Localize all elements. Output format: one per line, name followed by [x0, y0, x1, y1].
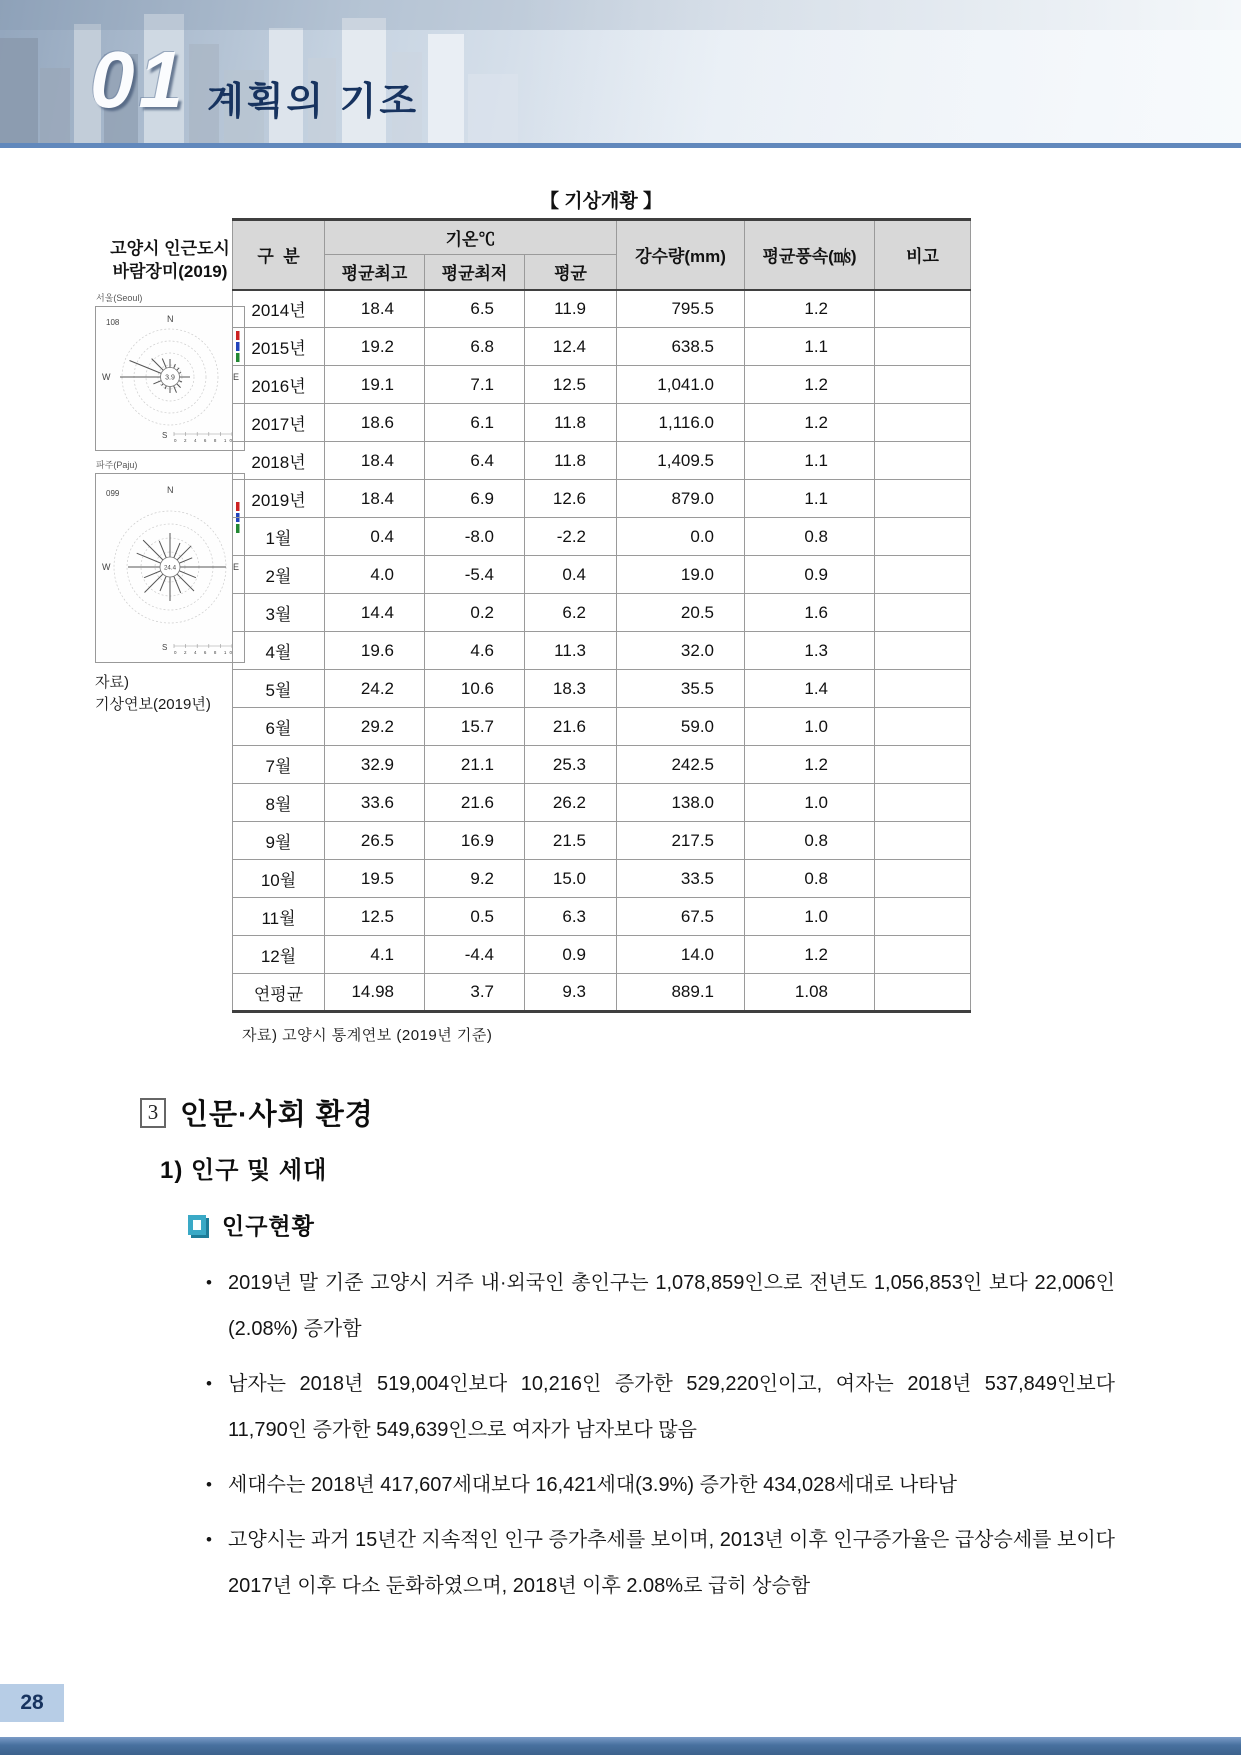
table-cell-temp-min: -8.0 — [425, 518, 525, 556]
chapter-banner — [0, 0, 1241, 148]
table-cell-temp-avg: 25.3 — [525, 746, 617, 784]
table-cell-label: 12월 — [233, 936, 325, 974]
table-cell-temp-max: 26.5 — [325, 822, 425, 860]
table-cell-temp-max: 4.0 — [325, 556, 425, 594]
weather-table-body — [233, 290, 971, 1012]
table-cell-label: 연평균 — [233, 974, 325, 1012]
table-cell-note — [875, 936, 971, 974]
table-cell-note — [875, 898, 971, 936]
table-title: 【 기상개황 】 — [540, 191, 662, 212]
col-header-precipitation: 강수량(mm) — [617, 220, 745, 290]
table-cell-temp-max: 19.6 — [325, 632, 425, 670]
table-cell-precipitation: 35.5 — [617, 670, 745, 708]
table-row — [233, 594, 971, 632]
section-heading — [140, 1092, 374, 1133]
table-cell-label: 3월 — [233, 594, 325, 632]
table-row — [233, 936, 971, 974]
chapter-title: 계획의 기조 — [207, 81, 420, 123]
table-cell-label: 10월 — [233, 860, 325, 898]
table-cell-wind-speed: 1.6 — [745, 594, 875, 632]
table-cell-note — [875, 328, 971, 366]
table-cell-precipitation: 14.0 — [617, 936, 745, 974]
table-cell-temp-max: 18.4 — [325, 480, 425, 518]
table-cell-temp-avg: 11.3 — [525, 632, 617, 670]
table-cell-temp-min: -4.4 — [425, 936, 525, 974]
windrose-chart-seoul — [95, 306, 245, 451]
table-cell-label: 6월 — [233, 708, 325, 746]
table-cell-wind-speed: 1.1 — [745, 442, 875, 480]
bullet-marker: • — [206, 1475, 212, 1494]
table-cell-wind-speed: 1.1 — [745, 480, 875, 518]
table-row — [233, 822, 971, 860]
table-row — [233, 670, 971, 708]
sidebar-title-line2: 바람장미(2019) — [112, 261, 228, 281]
table-cell-temp-avg: 6.3 — [525, 898, 617, 936]
compass-n: N — [167, 484, 174, 495]
table-cell-temp-min: 3.7 — [425, 974, 525, 1012]
table-cell-temp-min: 21.1 — [425, 746, 525, 784]
table-cell-temp-avg: 12.6 — [525, 480, 617, 518]
table-row — [233, 442, 971, 480]
table-cell-temp-min: 10.6 — [425, 670, 525, 708]
table-cell-precipitation: 32.0 — [617, 632, 745, 670]
table-cell-temp-avg: 11.9 — [525, 290, 617, 328]
table-cell-precipitation: 20.5 — [617, 594, 745, 632]
table-cell-temp-avg: 12.5 — [525, 366, 617, 404]
table-cell-note — [875, 822, 971, 860]
table-cell-temp-min: 7.1 — [425, 366, 525, 404]
subsection-title: 1) 인구 및 세대 — [160, 1157, 328, 1184]
table-row — [233, 746, 971, 784]
table-cell-temp-avg: 9.3 — [525, 974, 617, 1012]
table-cell-precipitation: 59.0 — [617, 708, 745, 746]
col-header-category: 구 분 — [233, 220, 325, 290]
compass-e: E — [233, 561, 240, 572]
table-cell-temp-min: 6.5 — [425, 290, 525, 328]
table-cell-precipitation: 33.5 — [617, 860, 745, 898]
table-cell-note — [875, 974, 971, 1012]
table-cell-label: 2016년 — [233, 366, 325, 404]
table-cell-temp-avg: 26.2 — [525, 784, 617, 822]
windrose-label-paju: 파주(Paju) — [96, 459, 138, 470]
windrose-label-seoul: 서울(Seoul) — [96, 292, 143, 303]
table-cell-wind-speed: 1.2 — [745, 404, 875, 442]
square-bullet-icon — [188, 1215, 206, 1235]
bullet-text: 세대수는 2018년 417,607세대보다 16,421세대(3.9%) 증가한 434,028세대로 나타남 — [228, 1474, 957, 1496]
table-cell-label: 11월 — [233, 898, 325, 936]
windrose-center-value: 24.4 — [163, 564, 177, 572]
table-cell-wind-speed: 1.4 — [745, 670, 875, 708]
table-cell-temp-max: 14.98 — [325, 974, 425, 1012]
table-cell-precipitation: 1,409.5 — [617, 442, 745, 480]
sidebar-title — [95, 238, 245, 284]
bullet-marker: • — [206, 1273, 212, 1292]
table-row — [233, 556, 971, 594]
table-cell-wind-speed: 1.2 — [745, 746, 875, 784]
bullet-text: 남자는 2018년 519,004인보다 10,216인 증가한 529,220인이고, 여자는 2018년 537,849인보다 11,790인 증가한 549,639인으로 여자가 남자보다 많음 — [228, 1373, 1115, 1441]
table-row — [233, 518, 971, 556]
table-cell-wind-speed: 1.2 — [745, 936, 875, 974]
windrose-scale: 0 2 4 6 8 10 — [174, 437, 232, 443]
table-cell-note — [875, 366, 971, 404]
table-cell-temp-max: 19.5 — [325, 860, 425, 898]
table-cell-note — [875, 632, 971, 670]
table-cell-wind-speed: 0.9 — [745, 556, 875, 594]
table-cell-temp-max: 18.4 — [325, 290, 425, 328]
block-heading — [188, 1208, 315, 1241]
table-row — [233, 290, 971, 328]
table-cell-temp-avg: 21.5 — [525, 822, 617, 860]
table-cell-wind-speed: 1.0 — [745, 898, 875, 936]
table-row — [233, 860, 971, 898]
table-cell-temp-max: 0.4 — [325, 518, 425, 556]
windrose-scale: 0 2 4 6 8 10 — [174, 649, 232, 655]
table-cell-temp-min: 0.5 — [425, 898, 525, 936]
table-cell-note — [875, 670, 971, 708]
table-cell-wind-speed: 1.0 — [745, 784, 875, 822]
bullet-text: 2019년 말 기준 고양시 거주 내·외국인 총인구는 1,078,859인으로 전년도 1,056,853인 보다 22,006인(2.08%) 증가함 — [228, 1272, 1115, 1340]
station-code: 099 — [106, 488, 120, 498]
table-cell-label: 1월 — [233, 518, 325, 556]
table-cell-precipitation: 1,116.0 — [617, 404, 745, 442]
table-cell-note — [875, 290, 971, 328]
table-cell-wind-speed: 1.2 — [745, 366, 875, 404]
table-cell-temp-avg: 6.2 — [525, 594, 617, 632]
table-cell-note — [875, 860, 971, 898]
bullet-item — [203, 1517, 1115, 1609]
table-cell-label: 2월 — [233, 556, 325, 594]
weather-table — [232, 218, 971, 1013]
table-row — [233, 328, 971, 366]
chapter-number: 01 — [90, 35, 187, 124]
section-number-box: 3 — [140, 1098, 166, 1128]
table-cell-note — [875, 708, 971, 746]
table-cell-temp-avg: -2.2 — [525, 518, 617, 556]
table-cell-precipitation: 795.5 — [617, 290, 745, 328]
compass-s: S — [162, 642, 168, 652]
table-row — [233, 974, 971, 1012]
table-cell-note — [875, 594, 971, 632]
compass-s: S — [162, 430, 168, 440]
table-cell-temp-max: 18.6 — [325, 404, 425, 442]
table-cell-note — [875, 404, 971, 442]
table-cell-precipitation: 217.5 — [617, 822, 745, 860]
col-header-temp-min: 평균최저 — [425, 255, 525, 290]
windrose-center-value: 3.9 — [165, 374, 175, 382]
bullet-list — [203, 1260, 1115, 1618]
table-cell-wind-speed: 1.3 — [745, 632, 875, 670]
col-header-temp-avg: 평균 — [525, 255, 617, 290]
sidebar-source-line2: 기상연보(2019년) — [95, 695, 211, 713]
table-cell-temp-avg: 18.3 — [525, 670, 617, 708]
bullet-text: 고양시는 과거 15년간 지속적인 인구 증가추세를 보이며, 2013년 이후 인구증가율은 급상승세를 보이다 2017년 이후 다소 둔화하였으며, 2018년 이후 2.08%로 급히 상승함 — [228, 1529, 1115, 1597]
table-cell-temp-min: 9.2 — [425, 860, 525, 898]
table-cell-label: 2014년 — [233, 290, 325, 328]
table-cell-temp-max: 14.4 — [325, 594, 425, 632]
windrose-chart-paju — [95, 473, 245, 663]
table-cell-temp-avg: 15.0 — [525, 860, 617, 898]
table-cell-temp-max: 19.1 — [325, 366, 425, 404]
compass-w: W — [102, 371, 111, 382]
table-cell-temp-max: 33.6 — [325, 784, 425, 822]
table-cell-precipitation: 138.0 — [617, 784, 745, 822]
table-cell-temp-avg: 11.8 — [525, 404, 617, 442]
table-cell-precipitation: 242.5 — [617, 746, 745, 784]
compass-w: W — [102, 561, 111, 572]
table-cell-note — [875, 442, 971, 480]
table-cell-label: 5월 — [233, 670, 325, 708]
col-header-temperature-group: 기온℃ — [325, 220, 617, 255]
table-cell-label: 2018년 — [233, 442, 325, 480]
table-cell-wind-speed: 1.1 — [745, 328, 875, 366]
table-row — [233, 404, 971, 442]
table-row — [233, 632, 971, 670]
table-row — [233, 480, 971, 518]
bullet-marker: • — [206, 1374, 212, 1393]
table-cell-wind-speed: 1.0 — [745, 708, 875, 746]
table-cell-temp-max: 18.4 — [325, 442, 425, 480]
table-cell-wind-speed: 0.8 — [745, 518, 875, 556]
table-row — [233, 898, 971, 936]
compass-e: E — [233, 371, 240, 382]
table-cell-note — [875, 784, 971, 822]
table-cell-label: 4월 — [233, 632, 325, 670]
table-cell-label: 2015년 — [233, 328, 325, 366]
table-cell-temp-min: 15.7 — [425, 708, 525, 746]
table-cell-precipitation: 638.5 — [617, 328, 745, 366]
col-header-temp-max: 평균최고 — [325, 255, 425, 290]
table-cell-note — [875, 518, 971, 556]
section-title: 인문·사회 환경 — [180, 1099, 374, 1131]
table-cell-temp-min: 6.9 — [425, 480, 525, 518]
table-cell-wind-speed: 0.8 — [745, 822, 875, 860]
table-cell-label: 8월 — [233, 784, 325, 822]
table-cell-temp-max: 12.5 — [325, 898, 425, 936]
table-row — [233, 708, 971, 746]
bullet-item — [203, 1462, 1115, 1508]
table-cell-note — [875, 556, 971, 594]
table-cell-label: 2019년 — [233, 480, 325, 518]
windrose-sidebar — [95, 238, 245, 715]
bullet-marker: • — [206, 1530, 212, 1549]
table-cell-label: 2017년 — [233, 404, 325, 442]
page-number: 28 — [0, 1684, 64, 1722]
bottom-bar — [0, 1737, 1241, 1755]
compass-n: N — [167, 313, 174, 324]
table-cell-label: 9월 — [233, 822, 325, 860]
table-cell-temp-max: 4.1 — [325, 936, 425, 974]
table-cell-label: 7월 — [233, 746, 325, 784]
bullet-item — [203, 1361, 1115, 1453]
table-cell-temp-max: 19.2 — [325, 328, 425, 366]
table-cell-temp-min: 0.2 — [425, 594, 525, 632]
table-cell-temp-min: 16.9 — [425, 822, 525, 860]
station-code: 108 — [106, 317, 120, 327]
table-cell-temp-max: 29.2 — [325, 708, 425, 746]
table-cell-temp-min: 4.6 — [425, 632, 525, 670]
table-cell-temp-avg: 12.4 — [525, 328, 617, 366]
table-cell-note — [875, 746, 971, 784]
weather-table-wrap — [232, 218, 970, 1013]
sidebar-source-line1: 자료) — [95, 673, 129, 691]
table-cell-precipitation: 879.0 — [617, 480, 745, 518]
table-cell-temp-min: 6.8 — [425, 328, 525, 366]
table-cell-precipitation: 19.0 — [617, 556, 745, 594]
table-cell-precipitation: 67.5 — [617, 898, 745, 936]
sidebar-title-line1: 고양시 인근도시 — [110, 239, 230, 258]
table-cell-wind-speed: 1.08 — [745, 974, 875, 1012]
table-cell-wind-speed: 1.2 — [745, 290, 875, 328]
table-cell-temp-avg: 21.6 — [525, 708, 617, 746]
table-cell-temp-min: 6.1 — [425, 404, 525, 442]
table-cell-temp-avg: 0.4 — [525, 556, 617, 594]
col-header-wind-speed: 평균풍속(㎧) — [745, 220, 875, 290]
table-cell-precipitation: 889.1 — [617, 974, 745, 1012]
table-row — [233, 366, 971, 404]
table-cell-wind-speed: 0.8 — [745, 860, 875, 898]
table-cell-temp-max: 24.2 — [325, 670, 425, 708]
table-cell-temp-min: 6.4 — [425, 442, 525, 480]
table-row — [233, 784, 971, 822]
table-cell-temp-min: -5.4 — [425, 556, 525, 594]
table-cell-precipitation: 0.0 — [617, 518, 745, 556]
table-cell-precipitation: 1,041.0 — [617, 366, 745, 404]
bullet-item — [203, 1260, 1115, 1352]
table-cell-temp-avg: 0.9 — [525, 936, 617, 974]
col-header-note: 비고 — [875, 220, 971, 290]
table-source-note: 자료) 고양시 통계연보 (2019년 기준) — [242, 1027, 493, 1044]
table-cell-temp-max: 32.9 — [325, 746, 425, 784]
sidebar-source — [95, 672, 245, 716]
table-cell-temp-min: 21.6 — [425, 784, 525, 822]
table-cell-temp-avg: 11.8 — [525, 442, 617, 480]
block-title: 인구현황 — [222, 1213, 315, 1239]
table-cell-note — [875, 480, 971, 518]
